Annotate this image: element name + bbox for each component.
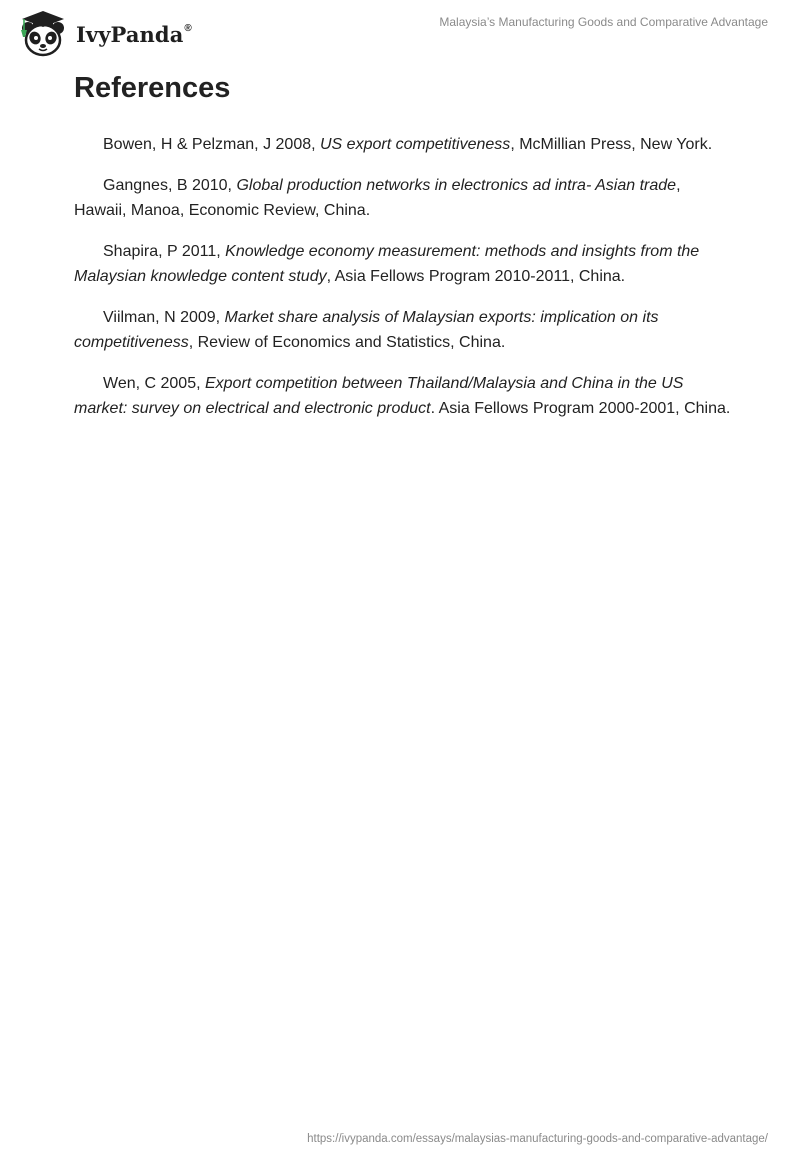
- reference-list: [74, 132, 734, 437]
- reference-title: US export competitiveness: [320, 136, 511, 153]
- reference-title: Global production networks in electronics ad intra- Asian trade: [236, 177, 677, 194]
- page-title: References: [74, 72, 231, 104]
- reference-title: Market share analysis of Malaysian exports: implication on its competitiveness: [74, 309, 659, 351]
- panda-graduation-cap-icon: [14, 8, 72, 58]
- reference-title: Knowledge economy measurement: methods and insights from the Malaysian knowledge content study: [74, 243, 700, 285]
- registered-mark: ®: [184, 22, 192, 34]
- reference-entry: Viilman, N 2009, Market share analysis of Malaysian exports: implication on its competitiveness, Review of Economics and Statistics, China.: [74, 309, 659, 351]
- reference-entry: Shapira, P 2011, Knowledge economy measurement: methods and insights from the Malaysian knowledge content study, Asia Fellows Program 2010-2011, China.: [74, 243, 700, 285]
- source-url-link[interactable]: https://ivypanda.com/essays/malaysias-manufacturing-goods-and-comparative-advantage/: [307, 1133, 768, 1145]
- reference-entry: Gangnes, B 2010, Global production networks in electronics ad intra- Asian trade, Hawaii, Manoa, Economic Review, China.: [74, 177, 681, 219]
- reference-title: Export competition between Thailand/Malaysia and China in the US market: survey on electrical and electronic product: [74, 375, 684, 417]
- running-title: Malaysia’s Manufacturing Goods and Comparative Advantage: [439, 15, 768, 29]
- logo-wordmark: IvyPanda®: [76, 21, 192, 47]
- reference-entry: Wen, C 2005, Export competition between Thailand/Malaysia and China in the US market: survey on electrical and electronic product. Asia Fellows Program 2000-2001, China.: [74, 375, 731, 417]
- ivypanda-logo[interactable]: [14, 8, 192, 58]
- page-header: [0, 0, 800, 64]
- reference-entry: Bowen, H & Pelzman, J 2008, US export competitiveness, McMillian Press, New York.: [103, 136, 713, 153]
